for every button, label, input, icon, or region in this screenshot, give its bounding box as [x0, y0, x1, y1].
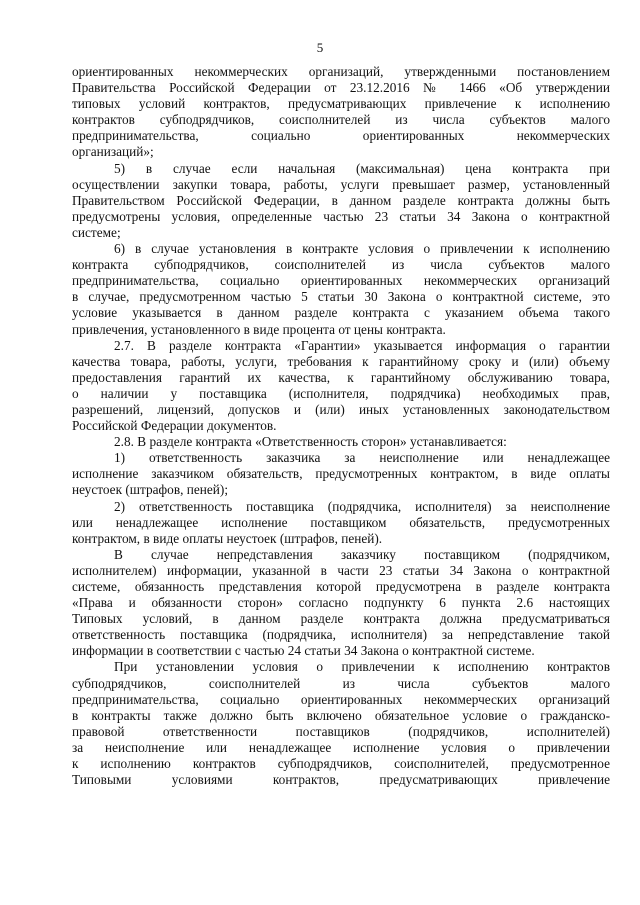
- paragraph-first-line: 6) в случае установления в контракте условия о привлечении к исполнению: [114, 241, 610, 257]
- paragraph-line: или ненадлежащее исполнение поставщиком обязательств, предусмотренных: [72, 514, 610, 530]
- paragraph-line: Типовыми условиями контрактов, предусматривающих привлечение: [72, 772, 610, 788]
- paragraph-first-line: При установлении условия о привлечении к исполнению контрактов: [114, 659, 610, 675]
- paragraph-line: предпринимательства, социально ориентированных некоммерческих: [72, 128, 610, 144]
- paragraph-line: контрактов субподрядчиков, соисполнителей из числа субъектов малого: [72, 112, 610, 128]
- paragraph-line: предпринимательства, социально ориентированных некоммерческих организаций: [72, 691, 610, 707]
- paragraph-line: в случае, предусмотренном частью 5 статьи 30 Закона о контрактной системе, это: [72, 289, 610, 305]
- paragraph-line: привлечения, установленного в виде процента от цены контракта.: [72, 321, 446, 337]
- paragraph-line: субподрядчиков, соисполнителей из числа субъектов малого: [72, 675, 610, 691]
- paragraph-line: за неисполнение или ненадлежащее исполнение условия о привлечении: [72, 739, 610, 755]
- paragraph-line: контракта субподрядчиков, соисполнителей из числа субъектов малого: [72, 257, 610, 273]
- page-number: 5: [316, 40, 324, 55]
- paragraph-line: осуществлении закупки товара, работы, услуги превышает размер, установленный: [72, 176, 610, 192]
- paragraph-line: Правительства Российской Федерации от 23.12.2016 № 1466 «Об утверждении: [72, 80, 610, 96]
- paragraph-line: правовой ответственности поставщиков (подрядчиков, исполнителей): [72, 723, 610, 739]
- paragraph-line: о наличии у поставщика (исполнителя, подрядчика) необходимых прав,: [72, 385, 610, 401]
- paragraph-first-line: ориентированных некоммерческих организаций, утвержденными постановлением: [72, 64, 610, 79]
- paragraph-line: исполнителем) информации, указанной в части 23 статьи 34 Закона о контрактной: [72, 562, 610, 578]
- paragraph-line: Правительством Российской Федерации, в данном разделе контракта должны быть: [72, 192, 610, 208]
- paragraph-first-line: 2.8. В разделе контракта «Ответственность сторон» устанавливается:: [114, 434, 507, 450]
- paragraph-line: ответственность поставщика (подрядчика, исполнителя) за непредставление такой: [72, 627, 610, 643]
- paragraph-line: организаций»;: [72, 144, 154, 160]
- paragraph-line: предоставления гарантий их качества, к гарантийному обслуживанию товара,: [72, 369, 610, 385]
- paragraph-first-line: 5) в случае если начальная (максимальная) цена контракта при: [114, 160, 610, 176]
- paragraph-line: к исполнению контрактов субподрядчиков, соисполнителей, предусмотренное: [72, 756, 610, 772]
- document-body: [72, 64, 610, 788]
- paragraph-line: «Права и обязанности сторон» согласно подпункту 6 пункта 2.6 настоящих: [72, 595, 610, 611]
- paragraph-line: условие указывается в данном разделе контракта с указанием объема такого: [72, 305, 610, 321]
- paragraph-line: Типовых условий, в данном разделе контракта должна предусматриваться: [72, 611, 610, 627]
- paragraph-first-line: 1) ответственность заказчика за неисполнение или ненадлежащее: [114, 450, 610, 466]
- paragraph-first-line: 2) ответственность поставщика (подрядчика, исполнителя) за неисполнение: [114, 498, 610, 514]
- paragraph-line: системе, обязанность представления которой предусмотрена в разделе контракта: [72, 579, 610, 594]
- paragraph-line: неустоек (штрафов, пеней);: [72, 482, 229, 498]
- paragraph-line: Российской Федерации документов.: [72, 418, 277, 434]
- paragraph-line: качества товара, работы, услуги, требования к гарантийному сроку и (или) объему: [72, 353, 610, 369]
- paragraph-line: предусмотрены условия, определенные частью 23 статьи 34 Закона о контрактной: [72, 208, 610, 224]
- paragraph-line: типовых условий контрактов, предусматривающих привлечение к исполнению: [72, 96, 610, 112]
- paragraph-line: предпринимательства, социально ориентированных некоммерческих организаций: [72, 273, 610, 289]
- paragraph-line: разрешений, лицензий, допусков и (или) иных установленных законодательством: [72, 401, 610, 417]
- paragraph-first-line: В случае непредставления заказчику поставщиком (подрядчиком,: [114, 546, 610, 562]
- paragraph-line: информации в соответствии с частью 24 статьи 34 Закона о контрактной системе.: [72, 643, 535, 659]
- paragraph-line: в контракты также должно быть включено обязательное условие о гражданско-: [72, 707, 610, 723]
- paragraph-line: системе;: [72, 224, 121, 240]
- paragraph-line: контрактом, в виде оплаты неустоек (штрафов, пеней).: [72, 530, 383, 546]
- paragraph-line: исполнение заказчиком обязательств, предусмотренных контрактом, в виде оплаты: [72, 466, 610, 482]
- paragraph-first-line: 2.7. В разделе контракта «Гарантии» указывается информация о гарантии: [114, 337, 610, 353]
